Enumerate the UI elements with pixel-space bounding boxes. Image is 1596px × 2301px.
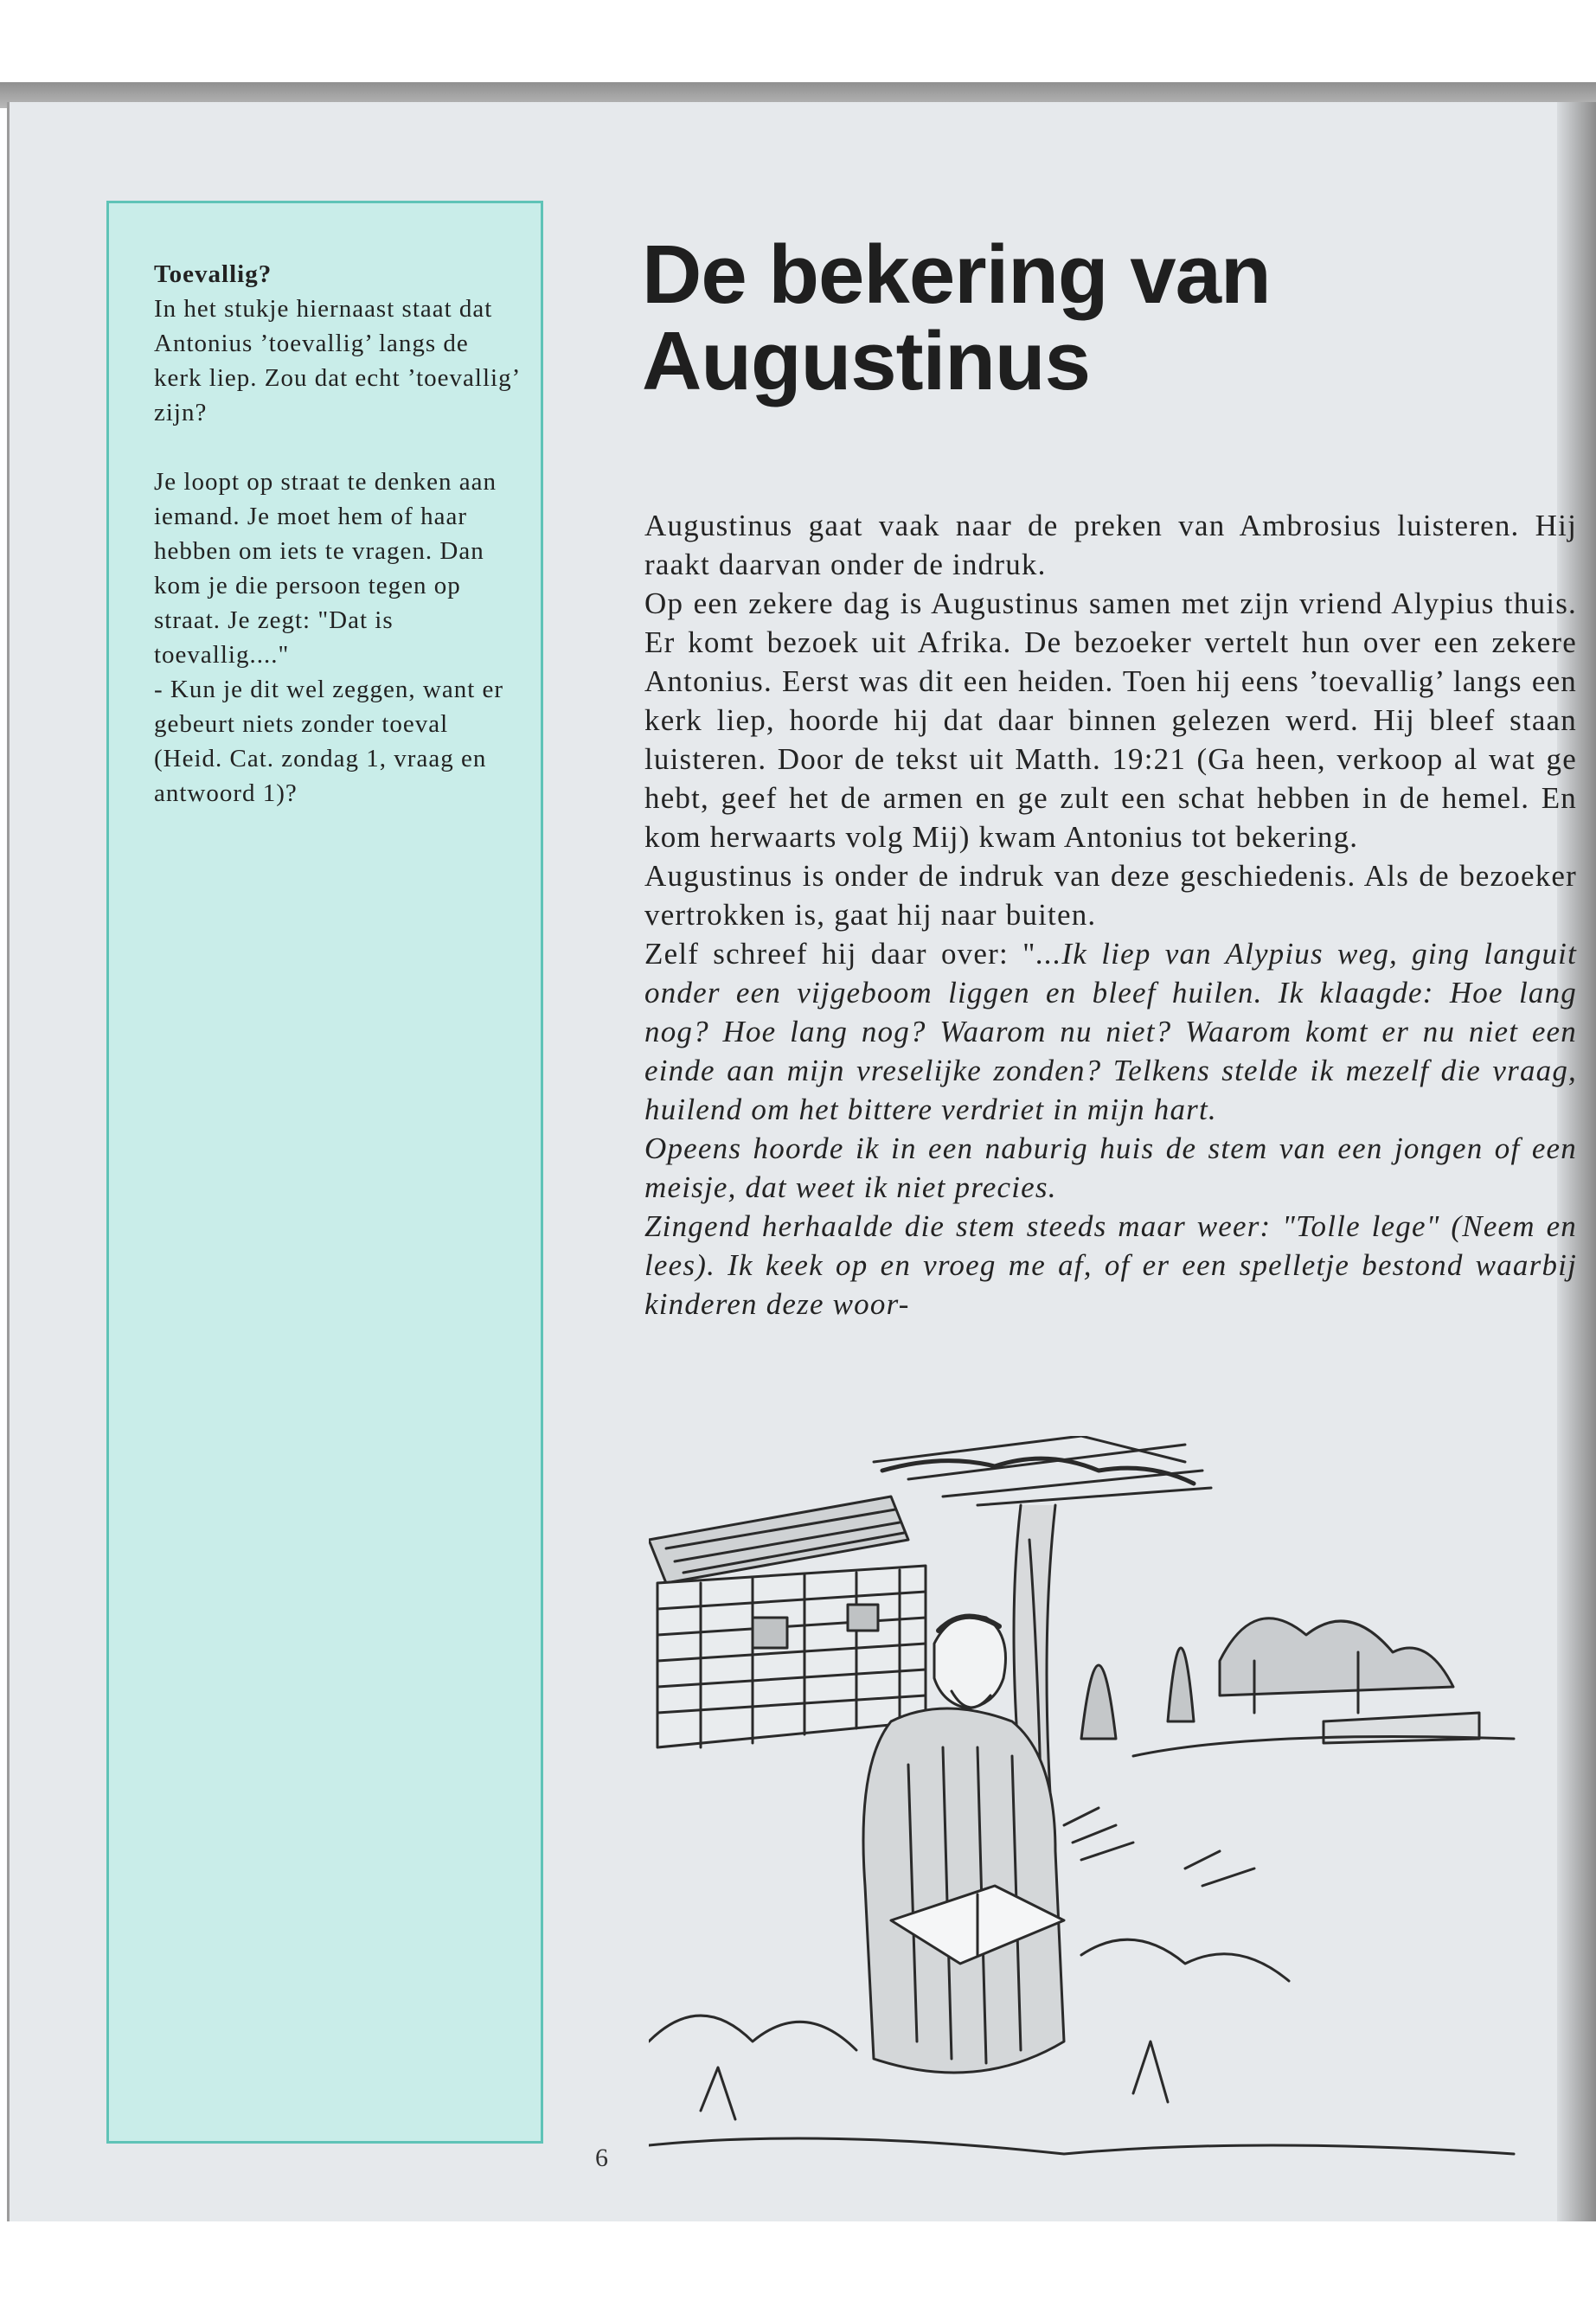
article-paragraph-6 <box>644 1207 1577 1324</box>
sidebar-paragraph-3: - Kun je dit wel zeggen, want er gebeurt niets zonder toeval (Heid. Cat. zondag 1, vraag en antwoord 1)? <box>154 676 504 807</box>
sidebar-paragraph-2: Je loopt op straat te denken aan iemand. Je moet hem of haar hebben om iets te vragen. Dan kom je die persoon tegen op straat. Je zegt: "Dat is toevallig...." <box>154 468 497 669</box>
article-paragraph-1: Augustinus gaat vaak naar de preken van Ambrosius luisteren. Hij raakt daarvan onder de indruk. <box>644 509 1577 581</box>
page-number: 6 <box>595 2144 608 2172</box>
article-paragraph-2: Op een zekere dag is Augustinus samen met zijn vriend Alypius thuis. Er komt bezoek uit Afrika. De bezoeker vertelt hun over een zekere Antonius. Eerst was dit een heiden. Toen hij eens ’toevallig’ langs een kerk liep, hoorde hij dat daar binnen gelezen werd. Hij bleef staan luisteren. Door de tekst uit Matth. 19:21 (Ga heen, verkoop al wat ge hebt, geef het de armen en ge zult een schat hebben in de hemel. En kom herwaarts volg Mij) kwam Antonius tot bekering. <box>644 586 1577 854</box>
article-paragraph-4 <box>644 934 1577 1129</box>
quote-text-2: Opeens hoorde ik in een naburig huis de stem van een jongen of een meisje, dat weet ik niet precies. <box>644 1131 1577 1204</box>
sidebar-question-title: Toevallig? <box>154 260 272 288</box>
quote-text-3: Zingend herhaalde die stem steeds maar weer: "Tolle lege" (Neem en lees). Ik keek op en vroeg me af, of er een spelletje bestond waarbij kinderen deze woor- <box>644 1209 1577 1321</box>
sidebar-paragraph-1: In het stukje hiernaast staat dat Antonius ’toevallig’ langs de kerk liep. Zou dat echt ’toevallig’ zijn? <box>154 295 520 426</box>
article-paragraph-3: Augustinus is onder de indruk van deze geschiedenis. Als de bezoeker vertrokken is, gaat hij naar buiten. <box>644 859 1577 932</box>
article-body <box>644 506 1577 1324</box>
question-sidebar <box>106 201 543 2144</box>
augustine-under-fig-tree-drawing <box>649 1436 1548 2163</box>
article-title: De bekering van Augustinus <box>642 228 1271 407</box>
quote-intro: Zelf schreef hij daar over: " <box>644 937 1036 971</box>
quote-text: ...Ik liep van Alypius weg, ging languit onder een vijgeboom liggen en bleef huilen. Ik klaagde: Hoe lang nog? Hoe lang nog? Waarom nu niet? Waarom komt er nu niet een einde aan mijn vreselijke zonden? Telkens stelde ik mezelf die vraag, huilend om het bittere verdriet in mijn hart. <box>644 937 1577 1126</box>
article-paragraph-5 <box>644 1129 1577 1207</box>
